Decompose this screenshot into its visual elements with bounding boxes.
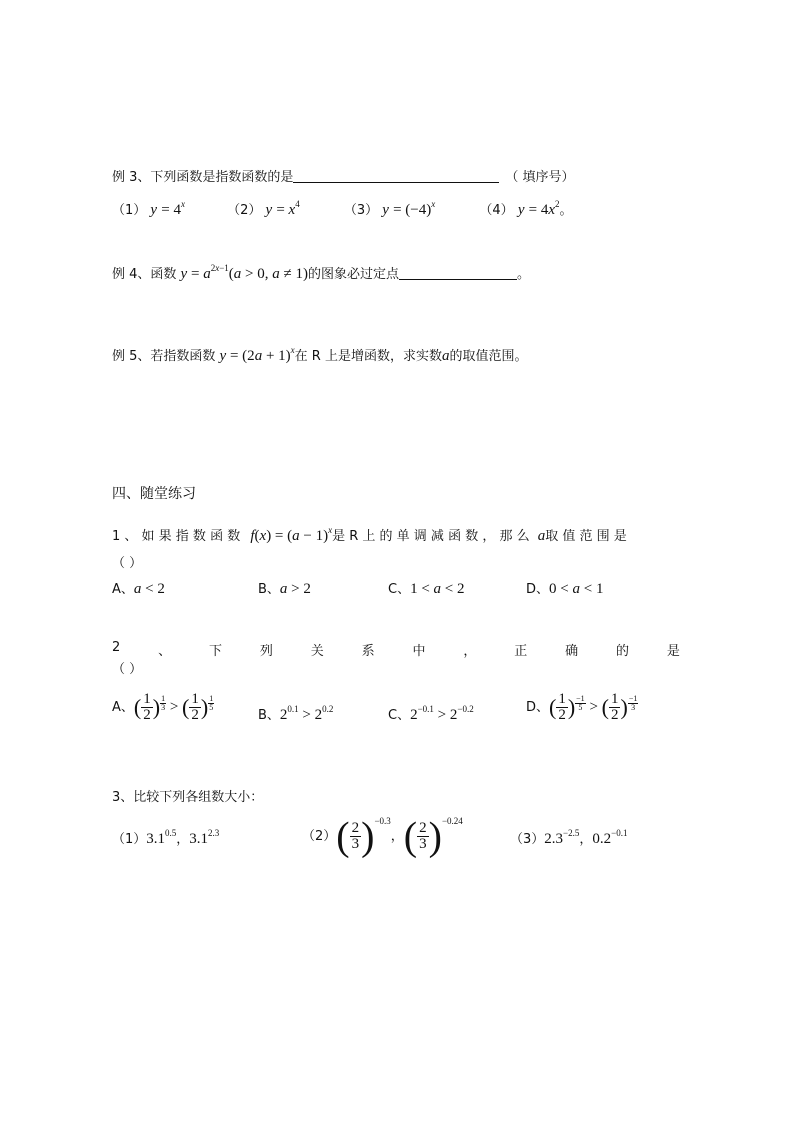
question-2-option-d[interactable]: D、( $\frac{1}{2}$ ) $\frac{-1}{5}$ > ( $\frac{1}{2}$ ) $\frac{-1}{3}$ (526, 691, 638, 723)
example-3-question (112, 168, 575, 188)
question-2-option-b[interactable]: B、$2^{0.1} > 2^{0.2}$ (258, 704, 334, 723)
question-1-option-b[interactable]: B、a > 2 (258, 581, 311, 597)
example-5-question: 例 5、若指数函数 $y = (2a + 1)^x$在 R 上是增函数，求实数a的取值范围。 (112, 345, 528, 364)
example-3-option-2: （2） $y = x^4$ (227, 199, 300, 218)
example-3-prefix: 例 3、下列函数是指数函数的是 (112, 170, 294, 185)
example-4-formula: y (180, 266, 188, 282)
example-3-options (112, 200, 573, 221)
example-4-answer-blank[interactable] (399, 265, 517, 280)
example-3-option-4: （4） $y = 4x^2$。 (479, 199, 573, 218)
example-3-option-1: （1） $y = 4^x$ (112, 199, 185, 218)
question-1-formula: $f(x) = (a - 1)^x$ (250, 525, 333, 544)
question-1-option-a[interactable]: A、a < 2 (112, 581, 165, 597)
example-3-answer-blank[interactable] (293, 168, 499, 183)
example-5-formula: y (219, 348, 227, 364)
question-1-option-c[interactable]: C、1 < a < 2 (388, 581, 465, 597)
example-4-question: 例 4、函数 $y = a^{2x-1}(a > 0$, a ≠ 1)的图象必过定点 。 (112, 263, 530, 282)
question-1: 1 、 如 果 指 数 函 数 $f(x) = (a - 1)^x$是 R 上 的 单 调 减 函 数 ， 那 么 a取 值 范 围 是 (112, 525, 627, 544)
section-title: 四、随堂练习 (112, 486, 196, 502)
question-2-answer-paren[interactable]: （ ） (112, 662, 143, 677)
question-2-option-a[interactable]: A、( $\frac{1}{2}$ ) $\frac{1}{3}$ > ( $\frac{1}{2}$ ) $\frac{1}{5}$ (112, 691, 214, 723)
question-2: 2 、 下 列 关 系 中 ， 正 确 的 是 (112, 640, 680, 659)
example-3-option-3: （3） $y = (-4)^x$ (343, 199, 436, 218)
question-3-part-2: （2）( $\frac{2}{3}$ )$^{-0.3}$，( $\frac{2}{3}$ )$^{-0.24}$ (302, 813, 463, 859)
question-2-option-c[interactable]: C、$2^{-0.1} > 2^{-0.2}$ (388, 704, 474, 723)
question-1-answer-paren[interactable]: （ ） (112, 556, 143, 571)
question-3-title: 3、比较下列各组数大小： (112, 790, 264, 805)
example-3-suffix: （ 填序号） (505, 170, 575, 185)
question-3-part-3: $(3)2.3^{-2.5}$，$0.2^{-0.1}$ (510, 828, 628, 847)
question-1-option-d[interactable]: D、0 < a < 1 (526, 581, 604, 597)
question-3-part-1: $(1)3.1^{0.5}$，$3.1^{2.3}$ (112, 828, 220, 847)
